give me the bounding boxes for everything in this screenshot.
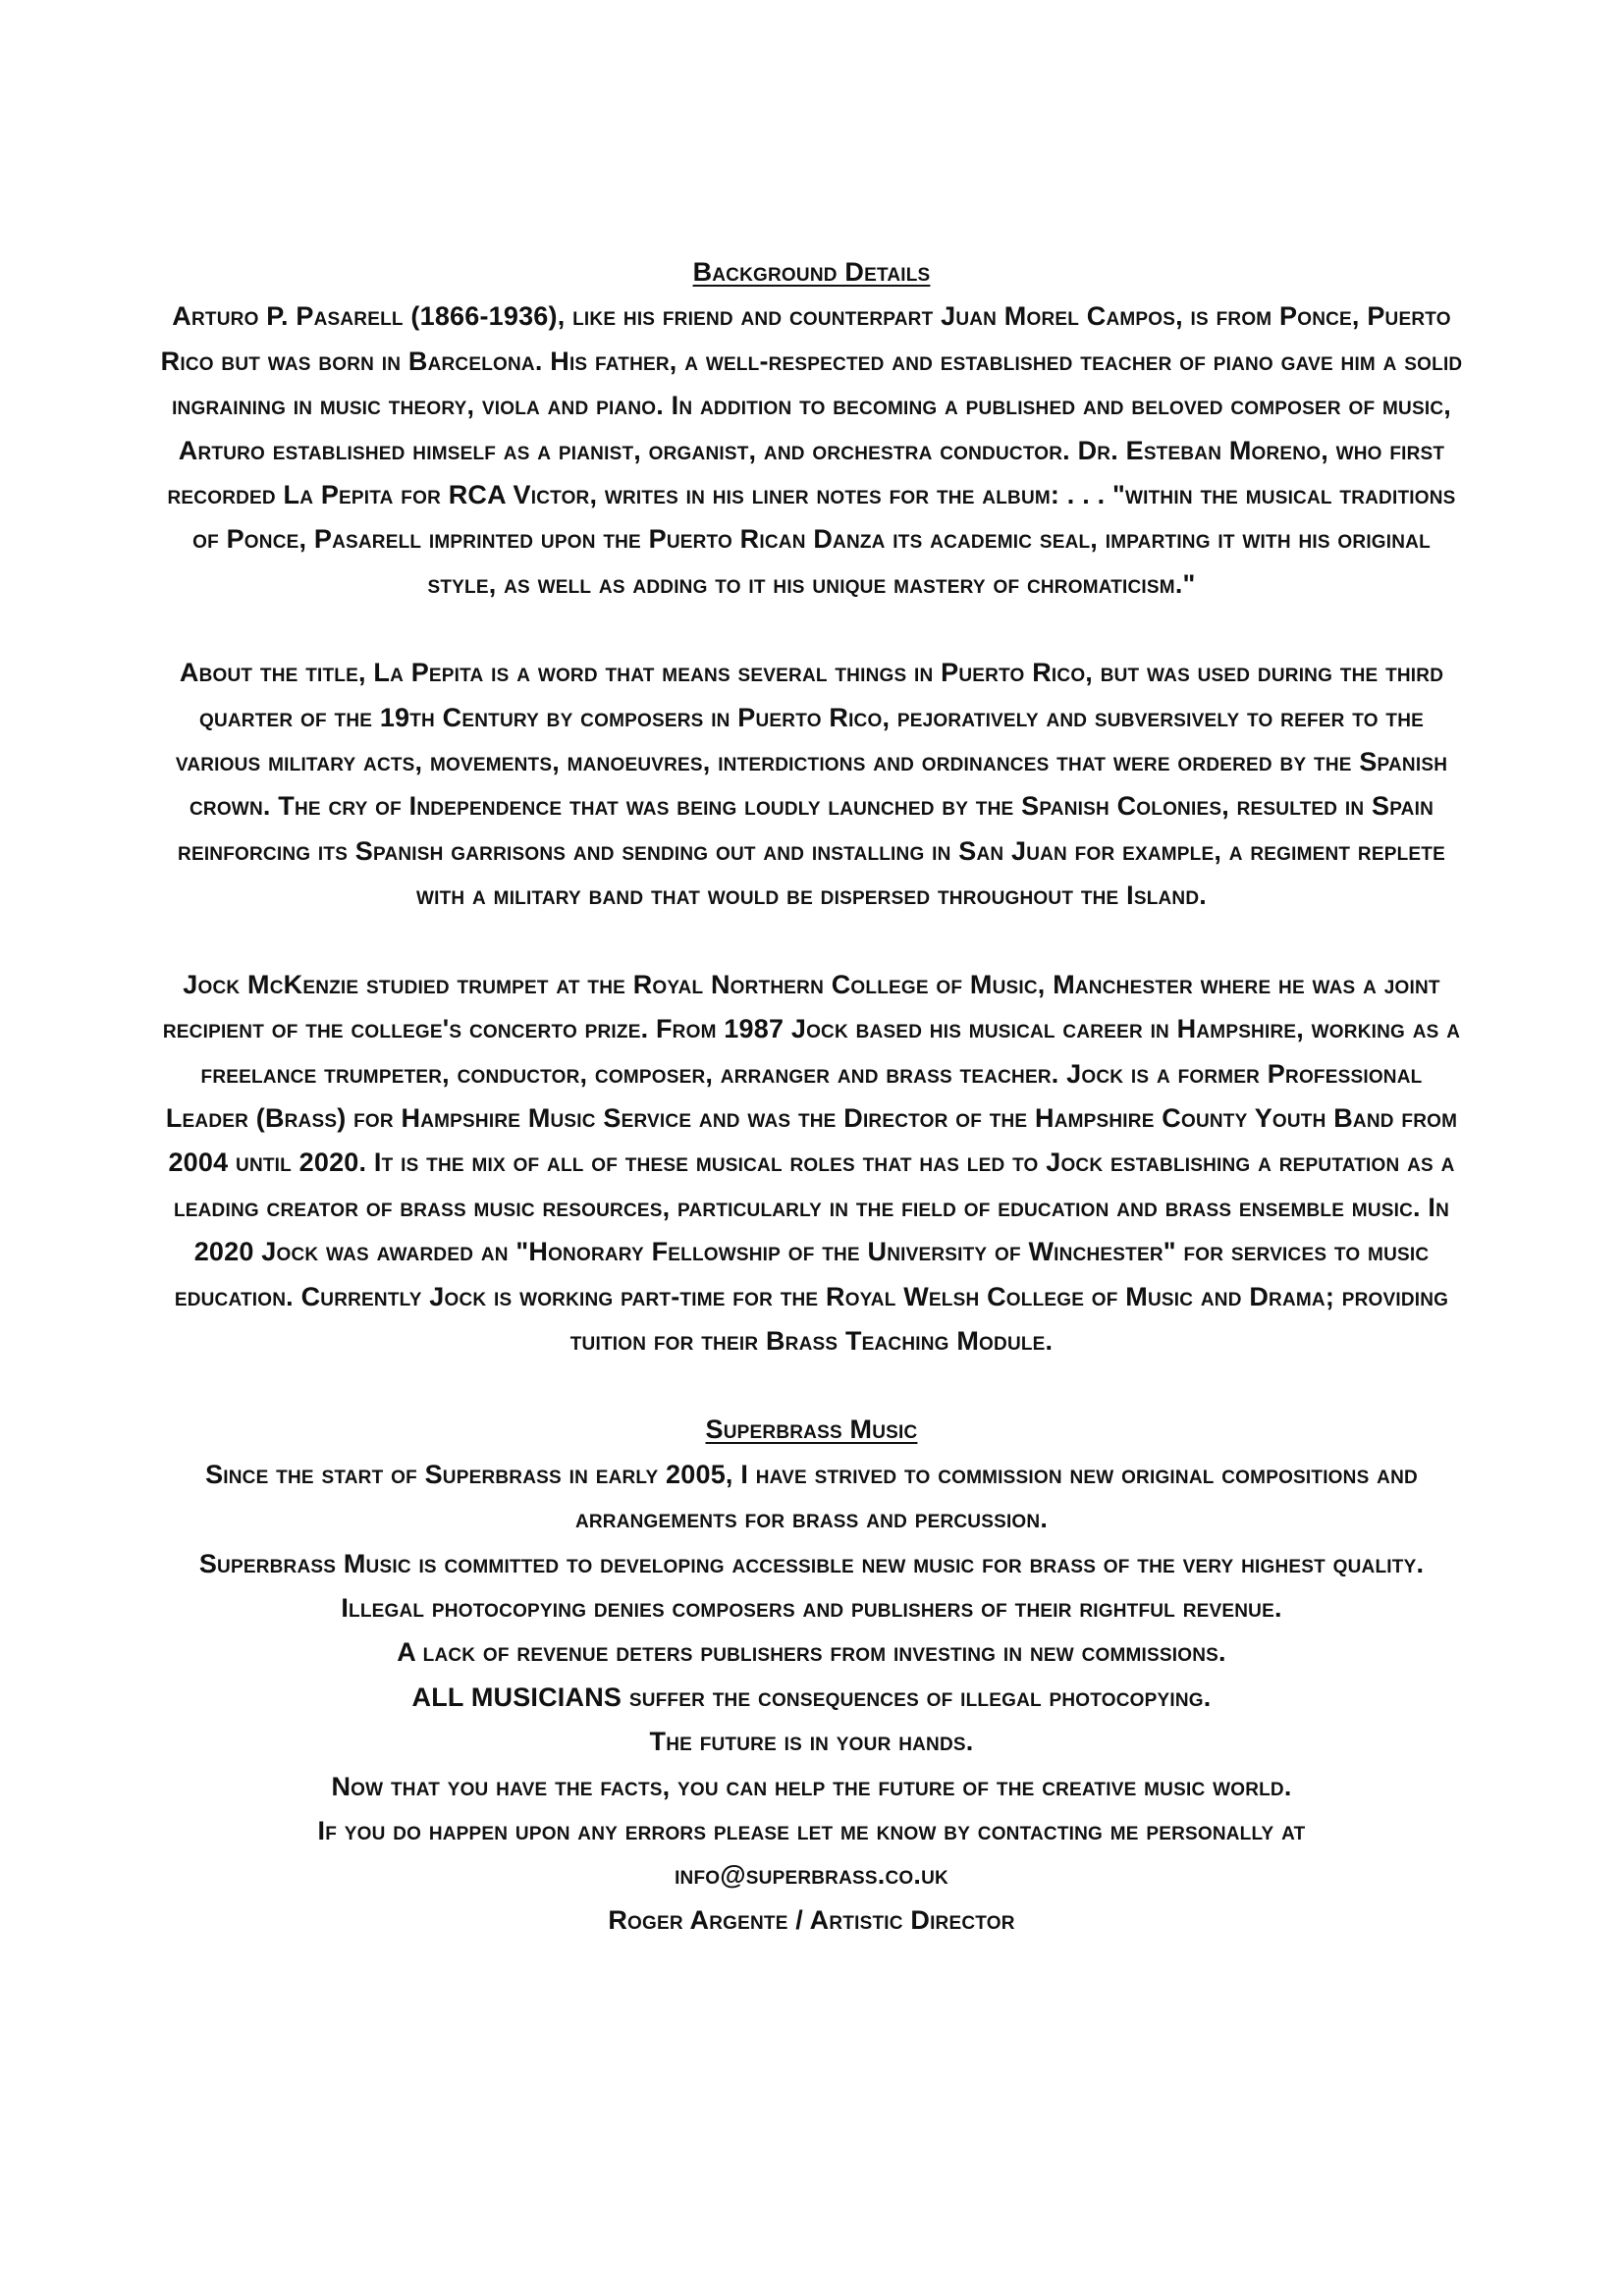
superbrass-line-future: The future is in your hands. xyxy=(649,1727,974,1757)
paragraph-gap xyxy=(157,1363,1466,1408)
signature: Roger Argente / Artistic Director xyxy=(608,1904,1015,1935)
background-paragraph-mckenzie: Jock McKenzie studied trumpet at the Royal Northern College of Music, Manchester where he was a joint recipient of the college's concerto prize. From 1987 Jock based his musical career in Hampshire, working as a freelance trumpeter, conductor, composer, arranger and brass teacher. Jock is a former Professional Leader (Brass) for Hampshire Music Service and was the Director of the Hampshire County Youth Band from 2004 until 2020. It is the mix of all of these musical roles that has led to Jock establishing a reputation as a leading creator of brass music resources, particularly in the field of education and brass ensemble music. In 2020 Jock was awarded an "Honorary Fellowship of the University of Winchester" for services to music education. Currently Jock is working part-time for the Royal Welsh College of Music and Drama; providing tuition for their Brass Teaching Module. xyxy=(162,969,1461,1356)
background-paragraph-title: About the title, La Pepita is a word that means several things in Puerto Rico, but was used during the third quarter of the 19th Century by composers in Puerto Rico, pejoratively and subversively to refer to the various military acts, movements, manoeuvres, interdictions and ordinances that were ordered by the Spanish crown. The cry of Independence that was being loudly launched by the Spanish Colonies, resulted in Spain reinforcing its Spanish garrisons and sending out and installing in San Juan for example, a regiment replete with a military band that would be dispersed throughout the Island. xyxy=(175,658,1448,911)
all-musicians-emphasis: ALL MUSICIANS xyxy=(411,1682,622,1712)
superbrass-heading: Superbrass Music xyxy=(705,1415,918,1445)
background-paragraph-pasarell: Arturo P. Pasarell (1866-1936), like his friend and counterpart Juan Morel Campos, is from Ponce, Puerto Rico but was born in Barcelona. His father, a well-respected and established teacher of piano gave him a solid ingraining in music theory, viola and piano. In addition to becoming a published and beloved composer of music, Arturo established himself as a pianist, organist, and orchestra conductor. Dr. Esteban Moreno, who first recorded La Pepita for RCA Victor, writes in his liner notes for the album: . . . "within the musical traditions of Ponce, Pasarell imprinted upon the Puerto Rican Danza its academic seal, imparting it with his original style, as well as adding to it his unique mastery of chromaticism." xyxy=(160,301,1463,599)
superbrass-line-errors: If you do happen upon any errors please let me know by contacting me personally at xyxy=(317,1816,1306,1845)
contact-email: info@superbrass.co.uk xyxy=(675,1860,948,1891)
document-page xyxy=(157,250,1466,1943)
superbrass-line-photocopying: Illegal photocopying denies composers and publishers of their rightful revenue. xyxy=(341,1592,1282,1623)
superbrass-line-commitment: Superbrass Music is committed to developing accessible new music for brass of the very highest quality. xyxy=(198,1548,1425,1578)
musicians-line-rest: suffer the consequences of illegal photocopying. xyxy=(622,1682,1212,1712)
superbrass-line-revenue: A lack of revenue deters publishers from investing in new commissions. xyxy=(397,1637,1226,1668)
background-heading: Background Details xyxy=(692,257,931,287)
superbrass-line-musicians xyxy=(157,1676,1466,1720)
paragraph-gap xyxy=(157,919,1466,963)
paragraph-gap xyxy=(157,607,1466,651)
superbrass-line-start: Since the start of Superbrass in early 2005, I have strived to commission new original compositions and arrangements for brass and percussion. xyxy=(205,1459,1418,1534)
superbrass-line-facts: Now that you have the facts, you can help the future of the creative music world. xyxy=(331,1771,1292,1801)
